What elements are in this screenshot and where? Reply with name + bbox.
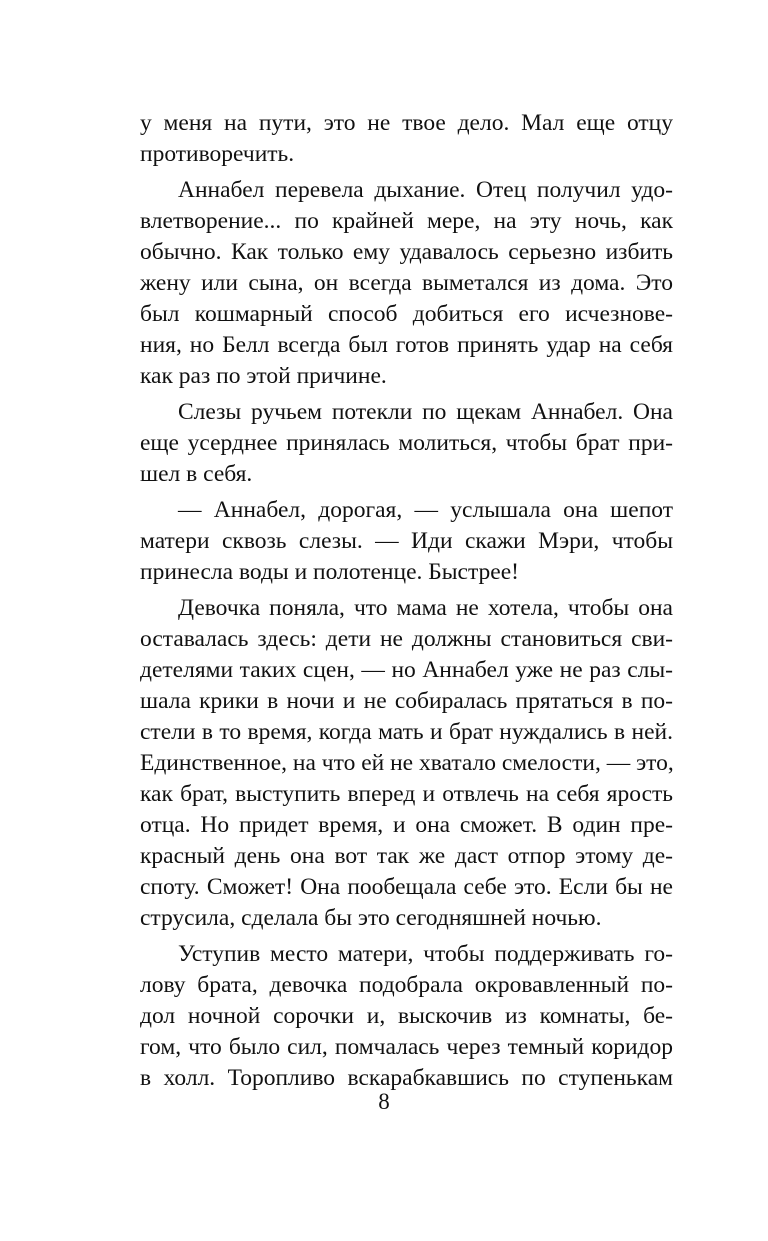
text-line: стели в то время, когда мать и брат нуждались в ней. — [140, 719, 673, 745]
text-line: Единственное, на что ей не хватало смелости, — это, — [140, 750, 674, 776]
paragraph — [140, 593, 673, 934]
text-line: принесла воды и полотенце. Быстрее! — [140, 559, 519, 585]
text-line: — Аннабел, дорогая, — услышала она шепот — [178, 497, 673, 523]
text-line: дол ночной сорочки и, выскочив из комнаты, бе- — [140, 1003, 673, 1029]
text-line: как брат, выступить вперед и отвлечь на себя ярость — [140, 781, 673, 807]
text-line: отца. Но придет время, и она сможет. В один пре- — [140, 812, 673, 838]
paragraph — [140, 108, 673, 170]
text-line: Аннабел перевела дыхание. Отец получил удо- — [178, 177, 673, 203]
text-line: как раз по этой причине. — [140, 363, 387, 389]
text-line: еще усерднее принялась молиться, чтобы брат при- — [140, 430, 673, 456]
text-line: шала крики в ночи и не собиралась прятаться в по- — [140, 688, 673, 714]
text-line: струсила, сделала бы это сегодняшней ночью. — [140, 905, 602, 931]
text-line: оставалась здесь: дети не должны становиться сви- — [140, 626, 673, 652]
text-line: споту. Сможет! Она пообещала себе это. Если бы не — [140, 874, 673, 900]
paragraph — [140, 939, 673, 1094]
text-line: Слезы ручьем потекли по щекам Аннабел. Она — [178, 399, 673, 425]
text-line: Девочка поняла, что мама не хотела, чтобы она — [178, 595, 673, 621]
text-line: влетворение... по крайней мере, на эту ночь, как — [140, 208, 673, 234]
text-line: красный день она вот так же даст отпор этому де- — [140, 843, 673, 869]
text-line: гом, что было сил, помчалась через темный коридор — [140, 1034, 673, 1060]
text-line: ния, но Белл всегда был готов принять удар на себя — [140, 332, 673, 358]
text-line: Уступив место матери, чтобы поддерживать го- — [178, 941, 673, 967]
page-number: 8 — [378, 1089, 390, 1114]
text-line: матери сквозь слезы. — Иди скажи Мэри, чтобы — [140, 528, 673, 554]
text-line: лову брата, девочка подобрала окровавленный по- — [140, 972, 673, 998]
text-line: детелями таких сцен, — но Аннабел уже не раз слы- — [140, 657, 673, 683]
text-line: был кошмарный способ добиться его исчезнове- — [140, 301, 673, 327]
body-text — [140, 108, 673, 1094]
text-line: обычно. Как только ему удавалось серьезно избить — [140, 239, 673, 265]
text-line: противоречить. — [140, 141, 295, 167]
text-line: жену или сына, он всегда выметался из дома. Это — [140, 270, 673, 296]
text-line: шел в себя. — [140, 461, 253, 487]
paragraph — [140, 397, 673, 490]
paragraph — [140, 495, 673, 588]
text-line: у меня на пути, это не твое дело. Мал еще отцу — [140, 110, 673, 136]
text-line: в холл. Торопливо вскарабкавшись по ступенькам — [140, 1065, 673, 1091]
paragraph — [140, 175, 673, 392]
